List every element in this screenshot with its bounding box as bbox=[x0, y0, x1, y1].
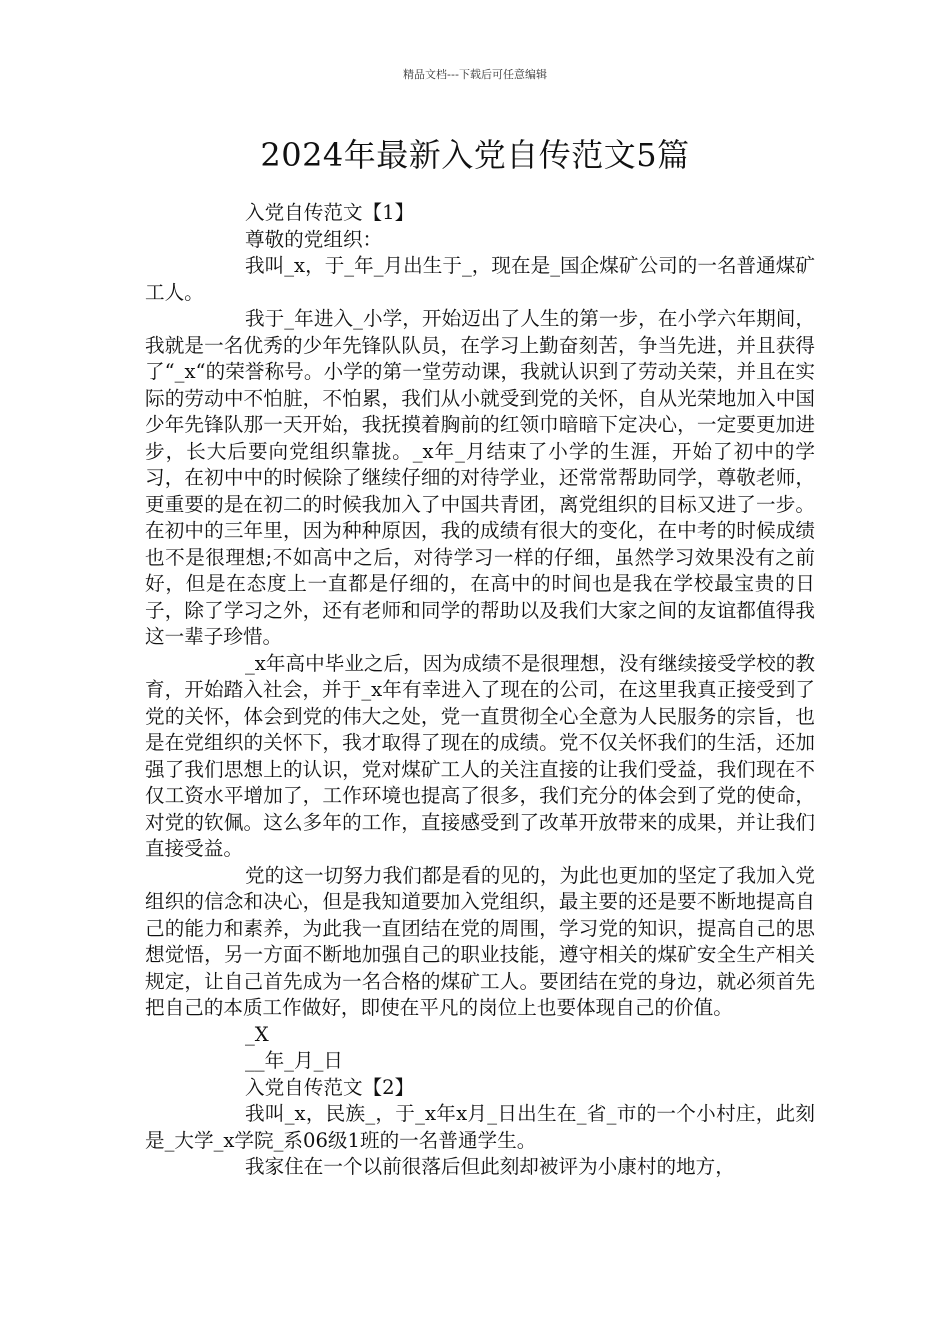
signature: _X bbox=[245, 1022, 269, 1046]
paragraph: 我家住在一个以前很落后但此刻却被评为小康村的地方， bbox=[245, 1155, 735, 1178]
paragraph: 党的这一切努力我们都是看的见的，为此也更加的坚定了我加入党组织的信念和决心，但是我知道要加入党组织，最主要的还是要不断地提高自己的能力和素养，为此我一直团结在党的周围，学习党的知识，提高自己的思想觉悟，另一方面不断地加强自己的职业技能，遵守相关的煤矿安全生产相关规定，让自己首先成为一名合格的煤矿工人。要团结在党的身边，就必须首先把自己的本质工作做好，即使在平凡的岗位上也要体现自己的价值。 bbox=[145, 863, 815, 1019]
salutation: 尊敬的党组织： bbox=[245, 227, 383, 251]
paragraph: 我于_年进入_小学，开始迈出了人生的第一步，在小学六年期间，我就是一名优秀的少年先锋队队员，在学习上勤奋刻苦，争当先进，并且获得了“_x“的荣誉称号。小学的第一堂劳动课，我就认识到了劳动关荣，并且在实际的劳动中不怕脏，不怕累，我们从小就受到党的关怀，自从光荣地加入中国少年先锋队那一天开始，我抚摸着胸前的红领巾暗暗下定决心，一定要更加进步，长大后要向党组织靠拢。_x年_月结束了小学的生涯，开始了初中的学习，在初中中的时候除了继续仔细的对待学业，还常常帮助同学，尊敬老师，更重要的是在初二的时候我加入了中国共青团，离党组织的目标又进了一步。在初中的三年里，因为种种原因，我的成绩有很大的变化，在中考的时候成绩也不是很理想;不如高中之后，对待学习一样的仔细，虽然学习效果没有之前好，但是在态度上一直都是仔细的，在高中的时间也是我在学校最宝贵的日子，除了学习之外，还有老师和同学的帮助以及我们大家之间的友谊都值得我这一辈子珍惜。 bbox=[145, 307, 815, 648]
paragraph: 我叫_x，于_年_月出生于_，现在是_国企煤矿公司的一名普通煤矿工人。 bbox=[145, 254, 815, 304]
document-title: 2024年最新入党自传范文5篇 bbox=[260, 136, 690, 174]
date-line: __年_月_日 bbox=[245, 1049, 343, 1072]
section-heading-2: 入党自传范文【2】 bbox=[245, 1075, 415, 1099]
paragraph: 我叫_x，民族_，于_x年x月_日出生在_省_市的一个小村庄，此刻是_大学_x学院_系06级1班的一名普通学生。 bbox=[145, 1102, 815, 1152]
page-header: 精品文档---下载后可任意编辑 bbox=[403, 68, 547, 81]
paragraph: _x年高中毕业之后，因为成绩不是很理想，没有继续接受学校的教育，开始踏入社会，并于_x年有幸进入了现在的公司，在这里我真正接受到了党的关怀，体会到党的伟大之处，党一直贯彻全心全意为人民服务的宗旨，也是在党组织的关怀下，我才取得了现在的成绩。党不仅关怀我们的生活，还加强了我们思想上的认识，党对煤矿工人的关注直接的让我们受益，我们现在不仅工资水平增加了，工作环境也提高了很多，我们充分的体会到了党的使命，对党的钦佩。这么多年的工作，直接感受到了改革开放带来的成果，并让我们直接受益。 bbox=[145, 651, 815, 860]
document-body bbox=[145, 200, 815, 1181]
section-heading-1: 入党自传范文【1】 bbox=[245, 201, 415, 224]
